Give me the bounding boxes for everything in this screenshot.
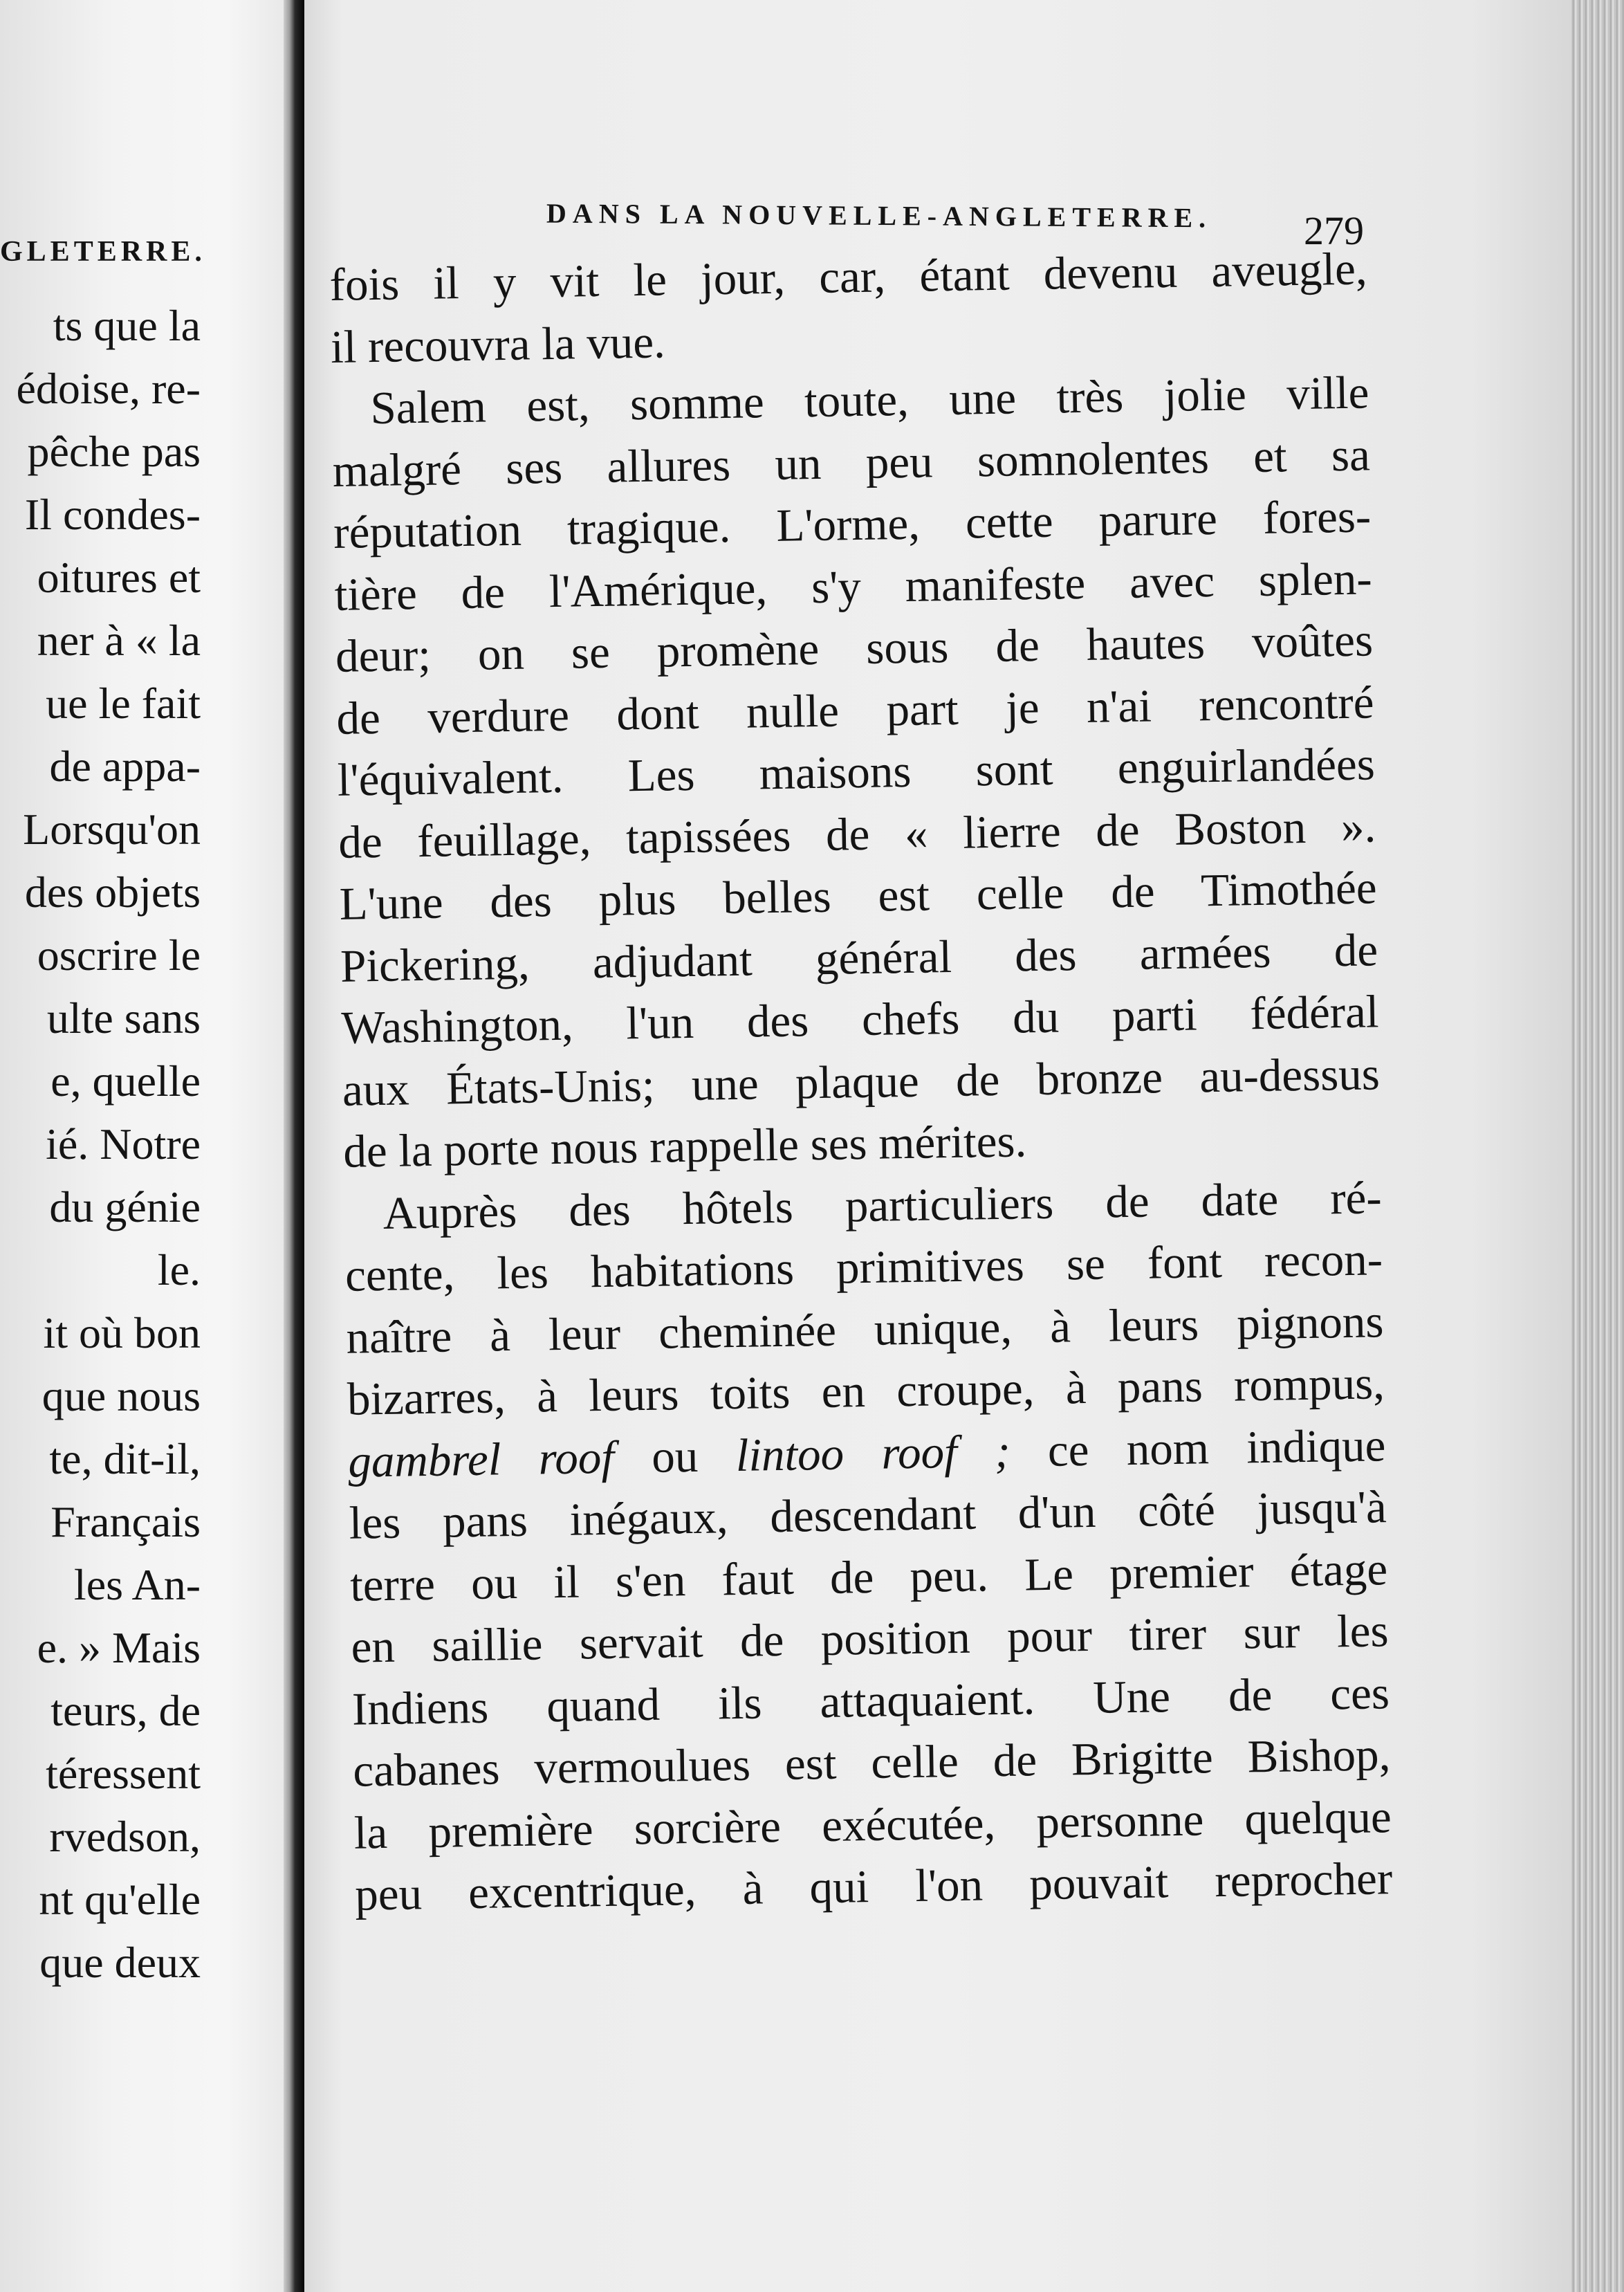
text-line: aux États-Unis; une plaque de bronze au-dessus <box>342 1047 1381 1116</box>
left-line: ue le fait <box>46 679 201 728</box>
text-line: les pans inégaux, descendant d'un côté jusqu'à <box>349 1481 1387 1549</box>
left-line: oitures et <box>37 553 201 602</box>
left-line: e, quelle <box>50 1056 201 1106</box>
text-line: en saillie servait de position pour tirer sur les <box>351 1605 1390 1673</box>
left-line: que deux <box>39 1938 201 1987</box>
italic-term: gambrel roof <box>347 1431 615 1487</box>
left-line: des objets <box>24 868 201 917</box>
text-line: de feuillage, tapissées de « lierre de Boston ». <box>338 800 1376 868</box>
text-line: naître à leur cheminée unique, à leurs pignons <box>346 1295 1384 1364</box>
left-line: pêche pas <box>27 427 201 476</box>
text-line: la première sorcière exécutée, personne quelque <box>353 1790 1392 1859</box>
left-line: ner à « la <box>37 616 201 665</box>
paragraph-first-line: Auprès des hôtels particuliers de date ré- <box>382 1171 1383 1239</box>
left-line: oscrire le <box>37 930 201 980</box>
left-line: Français <box>50 1497 201 1546</box>
text-line: fois il y vit le jour, car, étant devenu aveugle, <box>329 243 1368 311</box>
text-line: cente, les habitations primitives se font recon- <box>344 1234 1383 1301</box>
left-line: it où bon <box>43 1308 201 1357</box>
page-edge <box>1571 0 1624 2292</box>
text-line: cabanes vermoulues est celle de Brigitte Bishop, <box>352 1729 1391 1797</box>
text-line: peu excentrique, à qui l'on pouvait reprocher <box>354 1853 1393 1920</box>
left-line: téressent <box>46 1749 201 1798</box>
paragraph-first-line: Salem est, somme toute, une très jolie ville <box>369 367 1369 434</box>
left-line: le. <box>157 1245 201 1294</box>
text-fragment: ce nom indique <box>1047 1419 1386 1476</box>
text-line: de verdure dont nulle part je n'ai rencontré <box>335 676 1374 744</box>
text-line: réputation tragique. L'orme, cette parure fores- <box>333 491 1372 558</box>
text-line: Washington, l'un des chefs du parti fédéral <box>340 986 1379 1054</box>
text-line: deur; on se promène sous de hautes voûtes <box>335 614 1374 682</box>
left-line: nt qu'elle <box>39 1875 201 1924</box>
text-line: bizarres, à leurs toits en croupe, à pans rompus, <box>347 1357 1385 1425</box>
text-line: malgré ses allures un peu somnolentes et sa <box>332 428 1371 497</box>
text-line: L'une des plus belles est celle de Timothée <box>339 862 1378 930</box>
left-line: Lorsqu'on <box>23 805 201 854</box>
text-line: tière de l'Amérique, s'y manifeste avec splen- <box>334 552 1373 621</box>
left-line: teurs, de <box>50 1686 201 1735</box>
left-line: ts que la <box>53 301 201 350</box>
page-body-text <box>329 238 1393 1926</box>
left-line: ulte sans <box>46 993 201 1043</box>
text-line: de la porte nous rappelle ses mérites. <box>342 1115 1027 1177</box>
left-line: les An- <box>73 1560 201 1609</box>
left-line: e. » Mais <box>37 1623 201 1672</box>
book-gutter <box>284 0 304 2292</box>
left-running-head: GLETERRE. <box>0 236 206 268</box>
left-page <box>0 0 284 2292</box>
text-line: terre ou il s'en faut de peu. Le premier étage <box>349 1543 1388 1611</box>
left-line: ié. Notre <box>46 1119 201 1168</box>
page-number: 279 <box>1304 208 1364 253</box>
text-line: l'équivalent. Les maisons sont enguirlandées <box>337 738 1376 806</box>
left-line: Il condes- <box>24 490 201 539</box>
text-line: il recouvra la vue. <box>330 315 666 373</box>
italic-term: lintoo roof ; <box>735 1425 1011 1481</box>
connector-word: ou <box>651 1430 699 1483</box>
left-line: du génie <box>49 1182 201 1231</box>
left-line: de appa- <box>49 742 201 791</box>
text-line: Pickering, adjudant général des armées de <box>340 924 1378 992</box>
left-page-text <box>0 294 201 1994</box>
text-line: Indiens quand ils attaquaient. Une de ces <box>351 1667 1390 1735</box>
left-line: que nous <box>41 1371 201 1420</box>
running-head: DANS LA NOUVELLE-ANGLETERRE. <box>546 197 1212 234</box>
left-line: te, dit-il, <box>49 1434 201 1483</box>
left-line: édoise, re- <box>16 364 201 413</box>
left-line: rvedson, <box>49 1812 201 1861</box>
